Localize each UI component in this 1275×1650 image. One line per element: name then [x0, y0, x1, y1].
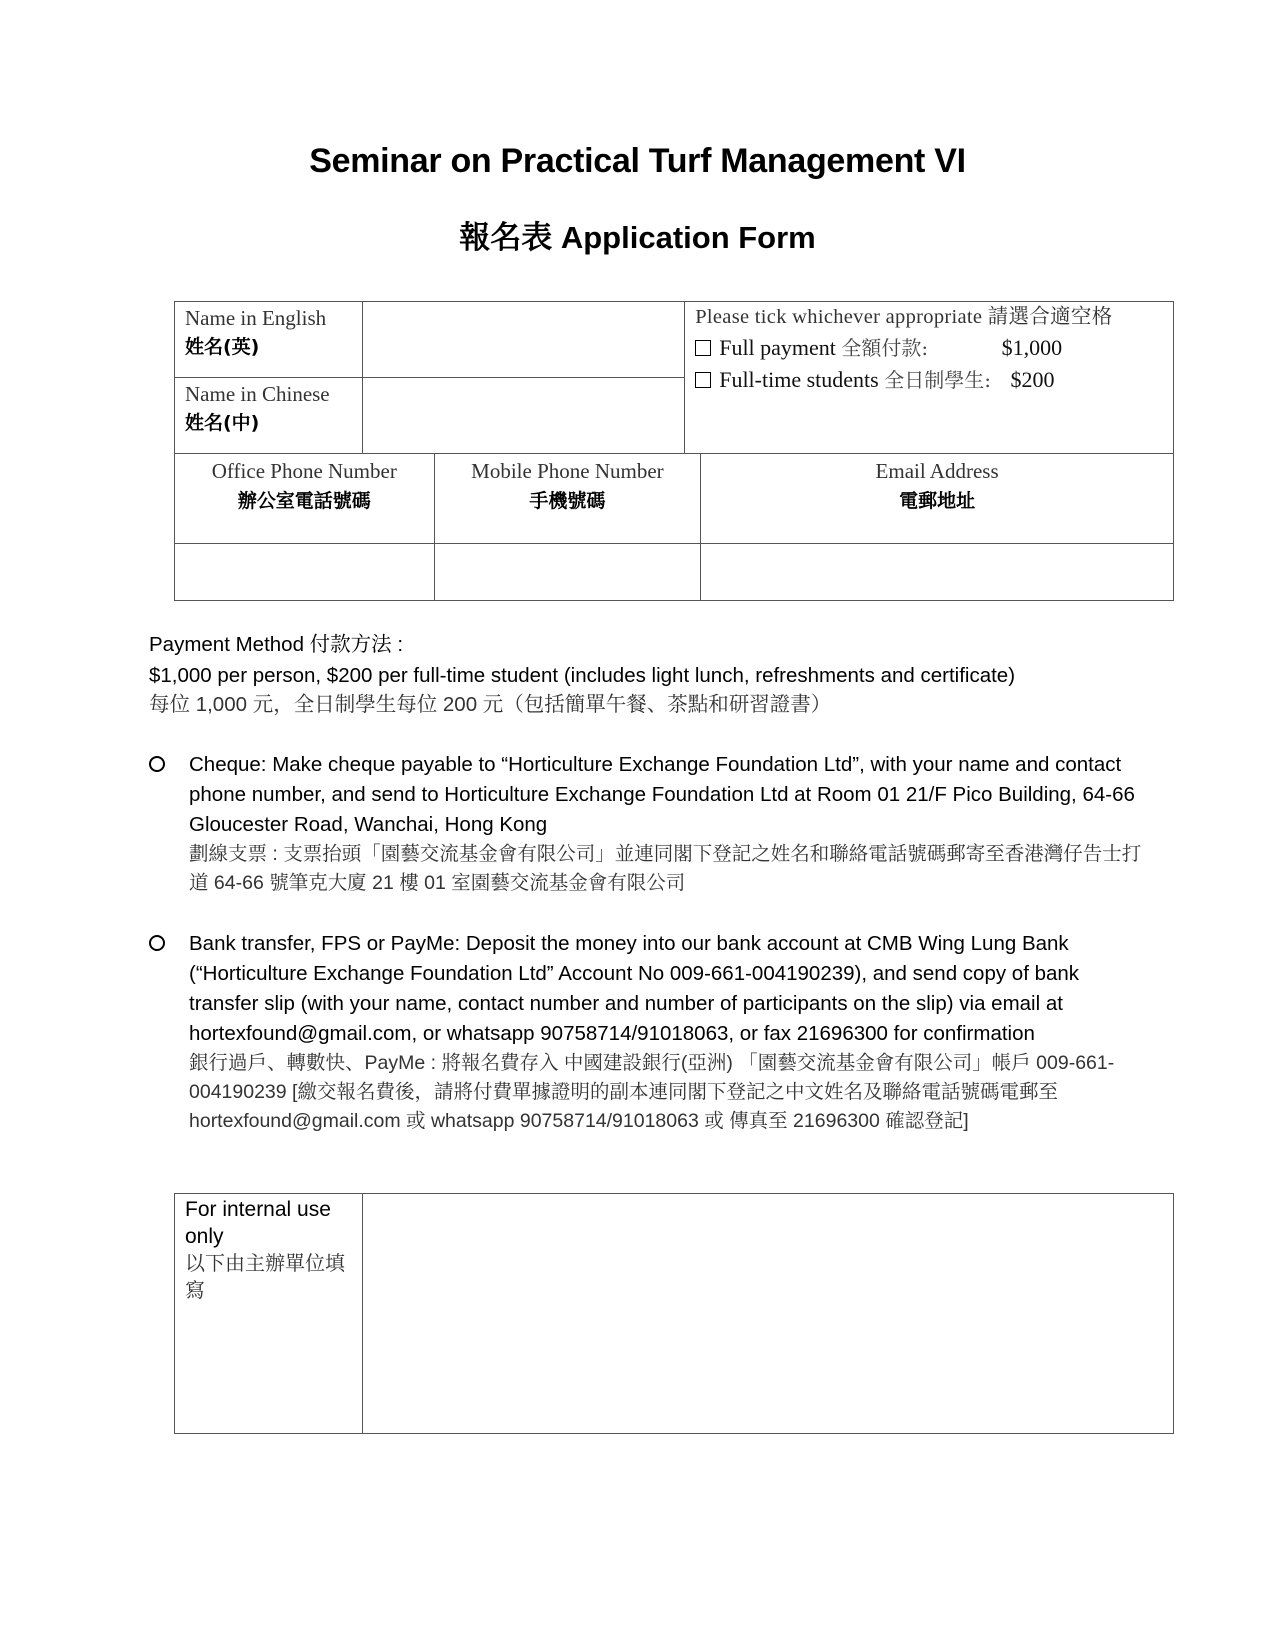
form-title: Seminar on Practical Turf Management VI: [309, 142, 966, 180]
name-english-field[interactable]: [362, 302, 684, 378]
fee-options-cell: [685, 302, 1174, 454]
email-field[interactable]: [701, 544, 1174, 601]
email-header: [701, 454, 1174, 544]
payment-method-cheque: [149, 750, 1149, 898]
internal-use-label-zh: 以下由主辦單位填寫: [185, 1251, 345, 1302]
name-english-label: [175, 302, 363, 378]
tick-prompt: Please tick whichever appropriate 請選合適空格: [695, 306, 1113, 328]
cheque-text-en: Cheque: Make cheque payable to “Horticulture Exchange Foundation Ltd”, with your name and contact phone number, and send to Horticulture Exchange Foundation Ltd at Room 01 21/F Pico Building, 64-66 Gloucester Road, Wanchai, Hong Kong: [189, 753, 1135, 836]
office-phone-label-en: Office Phone Number: [211, 459, 397, 483]
payment-fee-en: $1,000 per person, $200 per full-time student (includes light lunch, refreshments and certificate): [149, 664, 1016, 687]
office-phone-field[interactable]: [175, 544, 435, 601]
option-full-payment[interactable]: [695, 332, 1163, 364]
name-english-label-en: Name in English: [185, 306, 327, 330]
name-chinese-field[interactable]: [362, 378, 684, 454]
name-chinese-label: [175, 378, 363, 454]
checkbox-full-time-students[interactable]: [695, 372, 711, 388]
mobile-phone-label-zh: 手機號碼: [529, 490, 606, 512]
payment-heading: Payment Method 付款方法 :: [149, 633, 404, 656]
bullet-circle-icon: [149, 935, 165, 951]
payment-fee-zh: [149, 690, 831, 720]
internal-use-label-en: For internal use only: [185, 1198, 331, 1248]
name-chinese-label-zh: 姓名(中): [185, 412, 260, 434]
office-phone-label-zh: 辦公室電話號碼: [237, 490, 371, 512]
option-full-payment-amount: $1,000: [1001, 335, 1063, 360]
option-students-label: Full-time students: [719, 367, 879, 392]
option-students-amount: $200: [1010, 367, 1055, 392]
payment-method-bank-transfer: [149, 929, 1149, 1136]
checkbox-full-payment[interactable]: [695, 340, 711, 356]
mobile-phone-header: [434, 454, 701, 544]
bank-transfer-text-en: Bank transfer, FPS or PayMe: Deposit the money into our bank account at CMB Wing Lung Bank (“Horticulture Exchange Foundation Ltd” Account No 009-661-004190239), and send copy of bank transfer slip (with your name, contact number and number of participants on the slip) via email at hortexfound@gmail.com, or whatsapp 90758714/91018063, or fax 21696300 for confirmation: [189, 932, 1080, 1045]
form-subtitle: 報名表 Application Form: [459, 220, 816, 255]
bullet-circle-icon: [149, 756, 165, 772]
applicant-info-table: [174, 301, 1174, 601]
internal-use-label: [175, 1194, 363, 1434]
option-students-label-zh: 全日制學生:: [884, 368, 991, 392]
office-phone-header: [175, 454, 435, 544]
bank-transfer-text-zh: 銀行過戶、轉數快、PayMe : 將報名費存入 中國建設銀行(亞洲) 「園藝交流基金會有限公司」帳戶 009-661-004190239 [繳交報名費後，請將付費單據證明的副本連同閣下登記之中文姓名及聯絡電話號碼電郵至 hortexfound@gmail.com 或 whatsapp 90758714/91018063 或 傳真至 21696300 確認登記]: [189, 1052, 1115, 1132]
internal-use-field: [362, 1194, 1173, 1434]
internal-use-table: [174, 1193, 1174, 1434]
name-chinese-label-en: Name in Chinese: [185, 382, 330, 406]
cheque-text-zh: 劃線支票 : 支票抬頭「園藝交流基金會有限公司」並連同閣下登記之姓名和聯絡電話號碼郵寄至香港灣仔告士打道 64-66 號筆克大廈 21 樓 01 室園藝交流基金會有限公司: [189, 843, 1142, 894]
option-full-time-students[interactable]: [695, 364, 1163, 396]
mobile-phone-field[interactable]: [434, 544, 701, 601]
email-label-en: Email Address: [875, 459, 999, 483]
payment-fee-zh-text: 每位 1,000 元，全日制學生每位 200 元（包括簡單午餐、茶點和研習證書）: [149, 693, 832, 716]
option-full-payment-label: Full payment: [719, 335, 836, 360]
option-full-payment-label-zh: 全額付款:: [841, 336, 929, 360]
name-english-label-zh: 姓名(英): [185, 336, 260, 358]
email-label-zh: 電郵地址: [899, 490, 976, 512]
mobile-phone-label-en: Mobile Phone Number: [471, 459, 664, 483]
